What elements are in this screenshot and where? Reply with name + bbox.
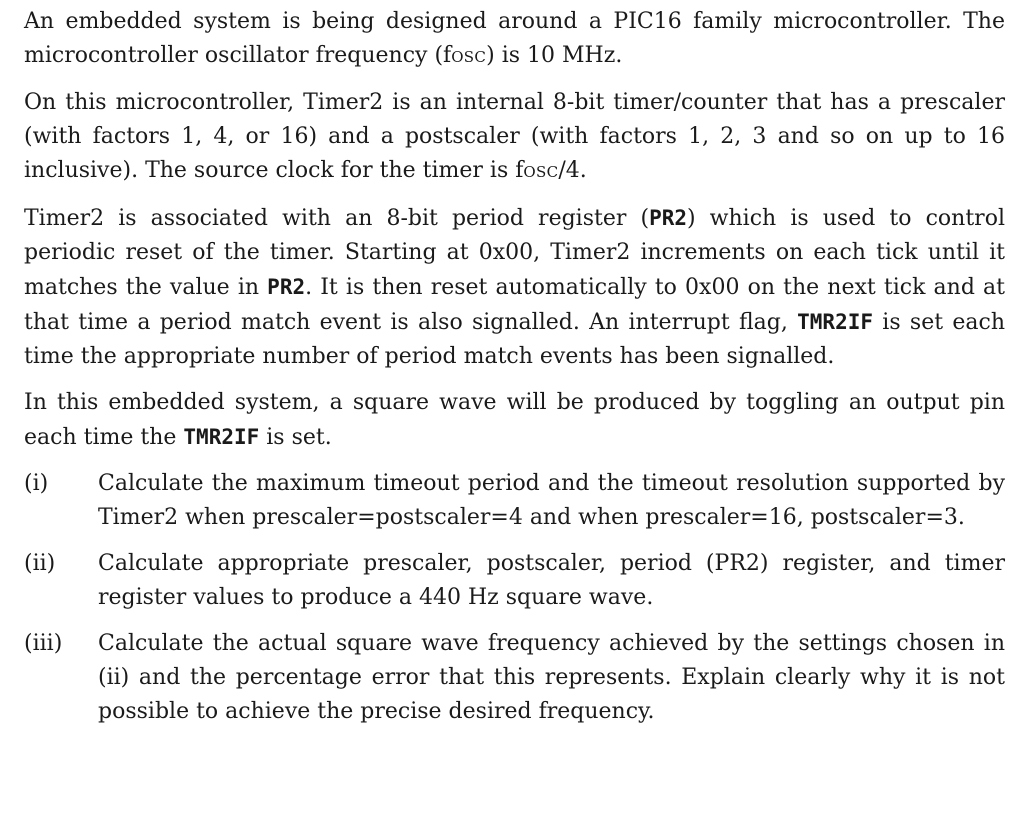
- square-wave-paragraph: [24, 386, 1005, 455]
- question-number: (iii): [24, 631, 63, 656]
- square-wave-text-end: is set.: [259, 425, 332, 450]
- period-register-paragraph: [24, 201, 1005, 374]
- square-wave-text: In this embedded system, a square wave will be produced by toggling an output pin each time the: [24, 390, 1005, 450]
- question-text: Calculate the maximum timeout period and the timeout resolution supported by Timer2 when prescaler=postscaler=4 and when prescaler=16, postscaler=3.: [98, 471, 1005, 530]
- tmr2if-flag-code: TMR2IF: [183, 425, 260, 449]
- question-item: [24, 467, 1005, 535]
- question-text: Calculate the actual square wave frequency achieved by the settings chosen in (ii) and the percentage error that this represents. Explain clearly why it is not possible to achieve the precise desired frequency.: [98, 631, 1005, 724]
- fosc-subscript: OSC: [523, 163, 559, 181]
- intro-text-end: ) is 10 MHz.: [486, 43, 623, 68]
- question-item: [24, 547, 1005, 615]
- question-number: (ii): [24, 551, 56, 576]
- tmr2if-flag-code: TMR2IF: [797, 310, 873, 334]
- question-text: Calculate appropriate prescaler, postscaler, period (PR2) register, and timer register values to produce a 440 Hz square wave.: [98, 551, 1005, 610]
- fosc-subscript: OSC: [451, 48, 487, 66]
- timer2-description-paragraph: [24, 86, 1005, 189]
- question-item: [24, 627, 1005, 729]
- timer2-description-text: On this microcontroller, Timer2 is an internal 8-bit timer/counter that has a prescaler (with factors 1, 4, or 16) and a postscaler (with factors 1, 2, 3 and so on up to 16 inclusive). The source clock for the timer is f: [24, 90, 1005, 183]
- pr2-register-code: PR2: [267, 275, 306, 299]
- period-register-text-3: . It is then reset automatically to 0x00 on the next tick and at that time a period match event is also signalled. An interrupt flag,: [24, 275, 1005, 335]
- period-register-text-4: is set each time the appropriate number of period match events has been signalled.: [24, 310, 1005, 369]
- period-register-text-1: Timer2 is associated with an 8-bit period register (: [24, 206, 650, 231]
- period-register-text-2: ) which is used to control periodic reset of the timer. Starting at 0x00, Timer2 increments on each tick until it matches the value in: [24, 206, 1005, 300]
- question-number: (i): [24, 471, 49, 496]
- intro-paragraph: [24, 5, 1005, 74]
- pr2-register-code: PR2: [649, 206, 687, 230]
- intro-text: An embedded system is being designed around a PIC16 family microcontroller. The microcontroller oscillator frequency (f: [24, 9, 1005, 68]
- timer2-description-text-end: /4.: [558, 158, 587, 183]
